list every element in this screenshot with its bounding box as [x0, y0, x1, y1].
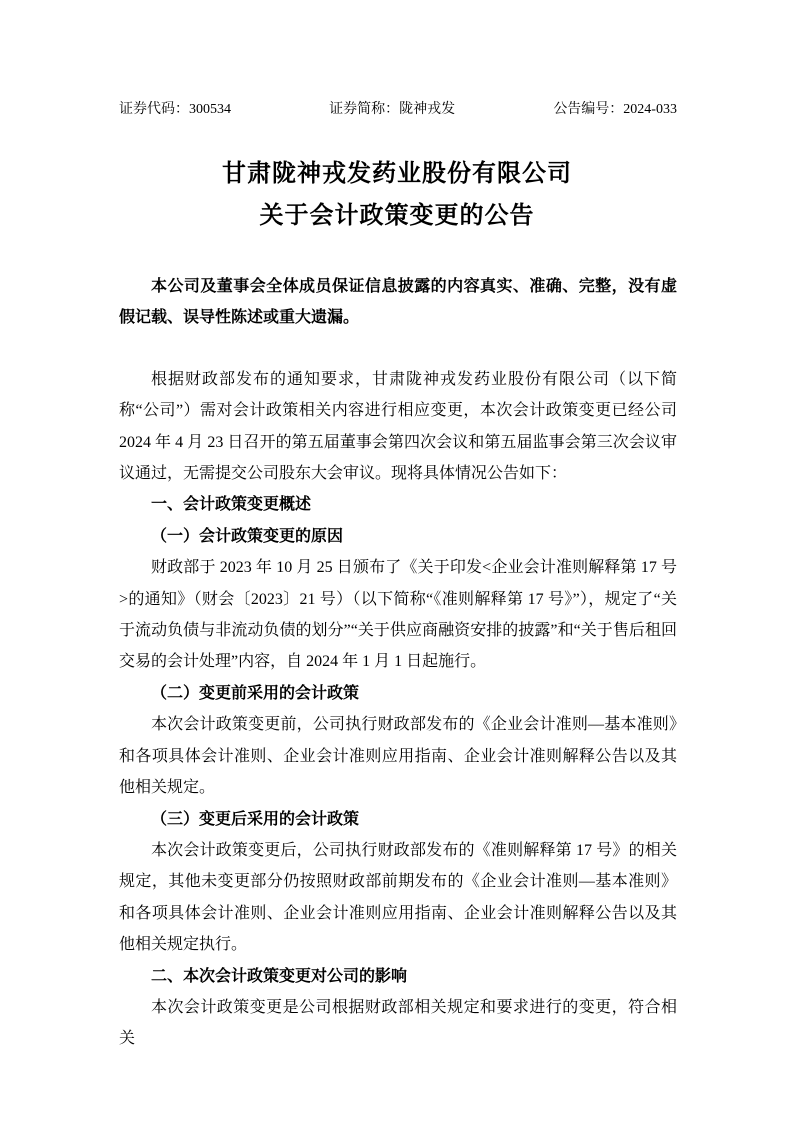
body-paragraph-impact: 本次会计政策变更是公司根据财政部相关规定和要求进行的变更，符合相关 [119, 998, 677, 1048]
body-paragraph-reason: 财政部于 2023 年 10 月 25 日颁布了《关于印发<企业会计准则解释第 17 号>的通知》（财会〔2023〕21 号）（以下简称“《准则解释第 17 号》”），规定了“关于流动负债与非流动负债的划分”“关于供应商融资安排的披露”和“关于售后租回交易的会计处理”内容，自 2024 年 1 月 1 日起施行。 [119, 559, 677, 671]
page-title-line1: 甘肃陇神戎发药业股份有限公司 [222, 161, 572, 187]
stock-code-label: 证券代码：300534 [119, 102, 231, 117]
section-heading-1-1: （一）会计政策变更的原因 [151, 527, 344, 545]
body-blocks [119, 364, 677, 1055]
section-heading-1-2: （二）变更前采用的会计政策 [151, 684, 360, 702]
document-body [119, 271, 677, 1055]
disclaimer-paragraph: 本公司及董事会全体成员保证信息披露的内容真实、准确、完整，没有虚假记载、误导性陈述或重大遗漏。 [119, 278, 677, 327]
section-heading-1-3: （三）变更后采用的会计政策 [151, 810, 360, 828]
body-paragraph-before-policy: 本次会计政策变更前，公司执行财政部发布的《企业会计准则—基本准则》和各项具体会计准则、企业会计准则应用指南、企业会计准则解释公告以及其他相关规定。 [119, 716, 677, 797]
section-heading-2: 二、本次会计政策变更对公司的影响 [151, 967, 408, 985]
announcement-number-label: 公告编号：2024-033 [553, 102, 677, 117]
section-heading-1: 一、会计政策变更概述 [151, 496, 312, 514]
title-block [0, 153, 794, 237]
document-header [119, 100, 677, 119]
body-paragraph-intro: 根据财政部发布的通知要求，甘肃陇神戎发药业股份有限公司（以下简称“公司”）需对会计政策相关内容进行相应变更，本次会计政策变更已经公司 2024 年 4 月 23 日召开的第五届董事会第四次会议和第五届监事会第三次会议审议通过，无需提交公司股东大会审议。现将具体情况公告如下： [119, 370, 677, 483]
stock-name-label: 证券简称：陇神戎发 [329, 102, 456, 117]
page-title-line2: 关于会计政策变更的公告 [259, 203, 535, 229]
body-paragraph-after-policy: 本次会计政策变更后，公司执行财政部发布的《准则解释第 17 号》的相关规定，其他未变更部分仍按照财政部前期发布的《企业会计准则—基本准则》和各项具体会计准则、企业会计准则应用指南、企业会计准则解释公告以及其他相关规定执行。 [119, 841, 677, 954]
